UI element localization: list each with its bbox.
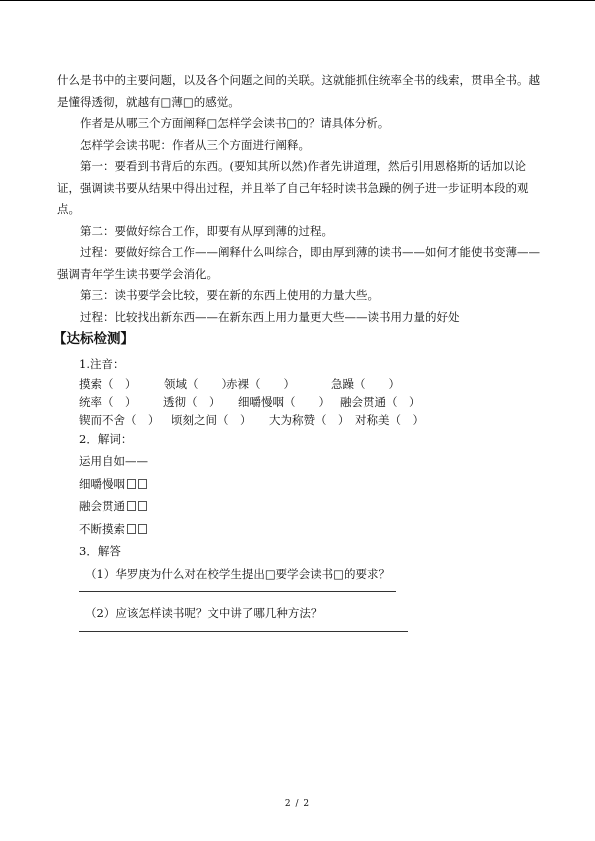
- q2-term: 细嚼慢咽: [79, 476, 125, 491]
- answer-line-1: [79, 591, 396, 592]
- paragraph-first: 第一：要看到书背后的东西。(要知其所以然)作者先讲道理，然后引用恩格斯的话加以论证，强调读书要从结果中得出过程，并且举了自己年轻时读书急躁的例子进一步证明本段的观点。: [57, 159, 529, 216]
- q1-row-3: [79, 412, 541, 428]
- pinyin-item: 赤裸（ ）: [226, 376, 295, 391]
- blank-box: [127, 501, 136, 511]
- q3-title: 3．解答: [79, 544, 121, 558]
- blank-box: [138, 524, 147, 534]
- q2-item: [79, 495, 541, 518]
- paragraph-1: 什么是书中的主要问题，以及各个问题之间的关联。这就能抓住统率全书的线索，贯串全书。越是懂得透彻，就越有□薄□的感觉。: [57, 73, 540, 109]
- q2-title: 2．解词：: [79, 431, 133, 446]
- paragraph-process-2: 过程：要做好综合工作——阐释什么叫综合，即由厚到薄的读书——如何才能使书变薄——强调青年学生读书要学会消化。: [57, 245, 540, 281]
- q2-term: 不断摸索: [79, 521, 125, 536]
- page-number: 2 / 2: [284, 799, 311, 809]
- exercise-section: [57, 353, 541, 632]
- paragraph-question: 作者是从哪三个方面阐释□怎样学会读书□的？请具体分析。: [80, 116, 390, 130]
- q1-row-2: [79, 394, 541, 410]
- q1-title: 1.注音：: [79, 357, 125, 371]
- blank-box: [138, 479, 147, 489]
- pinyin-item: 急躁（ ）: [331, 376, 400, 391]
- answer-line-2: [79, 631, 408, 632]
- pinyin-item: 统率（ ）: [79, 394, 137, 409]
- q1-row-1: [79, 376, 541, 392]
- pinyin-item: 领域（ ）: [164, 376, 233, 391]
- paragraph-process-3: 过程：比较找出新东西——在新东西上用力量更大些——读书用力量的好处: [80, 309, 460, 324]
- paragraph-second: 第二：要做好综合工作，即要有从厚到薄的过程。: [80, 223, 333, 238]
- q2-item: [79, 518, 541, 541]
- blank-box: [127, 479, 136, 489]
- pinyin-item: 透彻（ ）: [163, 394, 221, 409]
- section-heading: 【达标检测】: [53, 331, 134, 347]
- pinyin-item: 顷刻之间（ ）: [171, 412, 252, 427]
- pinyin-item: 摸索（ ）: [79, 376, 137, 391]
- pinyin-item: 对称美（ ）: [355, 412, 424, 427]
- pinyin-item: 大为称赞（ ）: [269, 412, 350, 427]
- pinyin-item: 融会贯通（ ）: [340, 394, 421, 409]
- pinyin-item: 锲而不舍（ ）: [79, 412, 160, 427]
- q2-term: 融会贯通: [79, 499, 125, 513]
- document-body: [53, 70, 541, 642]
- paragraph-third: 第三：读书要学会比较，要在新的东西上使用的力量大些。: [80, 288, 379, 302]
- q2-item: [79, 473, 541, 496]
- blank-box: [138, 501, 147, 511]
- q3-sub-2: （2）应该怎样读书呢？文中讲了哪几种方法？: [85, 606, 323, 620]
- q2-term: 运用自如——: [79, 454, 148, 468]
- blank-box: [127, 524, 136, 534]
- pinyin-item: 细嚼慢咽（ ）: [238, 394, 330, 409]
- paragraph-answer-intro: 怎样学会读书呢：作者从三个方面进行阐释。: [80, 137, 310, 152]
- top-rule: [0, 0, 595, 1]
- q3-sub-1: （1）华罗庚为什么对在校学生提出□要学会读书□的要求？: [85, 566, 391, 581]
- q2-item: [79, 450, 541, 473]
